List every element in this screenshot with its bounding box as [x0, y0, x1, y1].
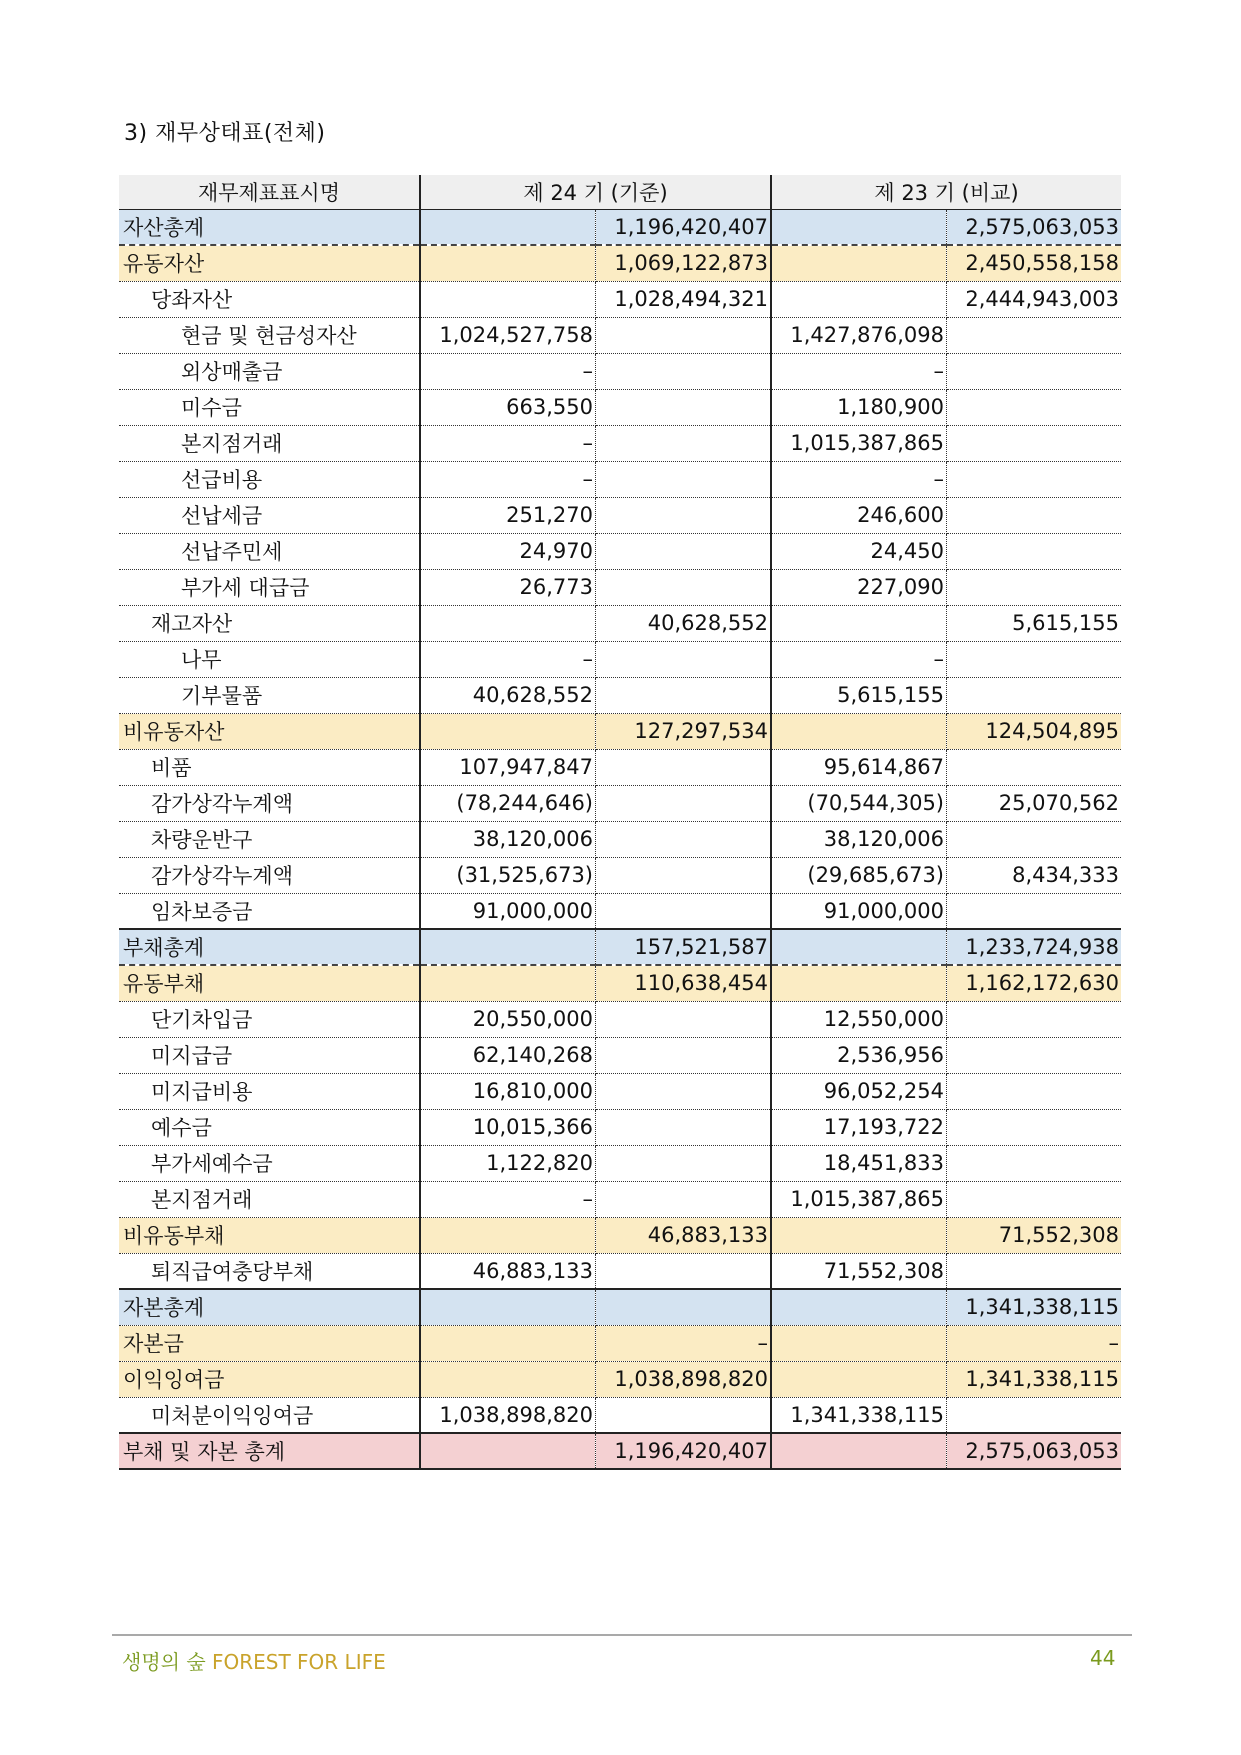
section-title: 3) 재무상태표(전체) [124, 121, 326, 146]
current-subtotal-cell: 1,038,898,820 [596, 1361, 772, 1397]
table-row [119, 1001, 1121, 1037]
table-row [119, 1217, 1121, 1253]
current-subtotal-cell [596, 821, 772, 857]
table-body [119, 209, 1121, 1469]
current-subtotal-cell [596, 785, 772, 821]
account-name-cell: 본지점거래 [119, 425, 420, 461]
current-subtotal-cell [596, 1253, 772, 1289]
prior-detail-cell [771, 1325, 947, 1361]
current-detail-cell: – [420, 425, 596, 461]
prior-detail-cell [771, 209, 947, 245]
current-detail-cell [420, 209, 596, 245]
current-detail-cell: – [420, 641, 596, 677]
current-subtotal-cell [596, 1181, 772, 1217]
prior-subtotal-cell: 1,233,724,938 [947, 929, 1122, 965]
page-number: 44 [1090, 1646, 1116, 1670]
table-row [119, 245, 1121, 281]
table-row [119, 317, 1121, 353]
prior-subtotal-cell: 2,575,063,053 [947, 1433, 1122, 1469]
table-row [119, 605, 1121, 641]
table-row [119, 857, 1121, 893]
current-detail-cell: 20,550,000 [420, 1001, 596, 1037]
current-subtotal-cell [596, 425, 772, 461]
current-subtotal-cell [596, 389, 772, 425]
prior-detail-cell: 96,052,254 [771, 1073, 947, 1109]
current-subtotal-cell [596, 1289, 772, 1325]
table-row [119, 281, 1121, 317]
prior-subtotal-cell: 71,552,308 [947, 1217, 1122, 1253]
table-row [119, 749, 1121, 785]
current-detail-cell [420, 1433, 596, 1469]
current-subtotal-cell [596, 353, 772, 389]
prior-subtotal-cell [947, 893, 1122, 929]
account-name-cell: 자본총계 [119, 1289, 420, 1325]
table-row [119, 1325, 1121, 1361]
prior-detail-cell [771, 281, 947, 317]
prior-subtotal-cell [947, 1037, 1122, 1073]
prior-detail-cell: 1,180,900 [771, 389, 947, 425]
current-detail-cell: 40,628,552 [420, 677, 596, 713]
current-subtotal-cell [596, 1001, 772, 1037]
table-row [119, 533, 1121, 569]
current-subtotal-cell [596, 569, 772, 605]
current-detail-cell: (78,244,646) [420, 785, 596, 821]
account-name-cell: 부채 및 자본 총계 [119, 1433, 420, 1469]
table-row [119, 713, 1121, 749]
table-row [119, 389, 1121, 425]
current-detail-cell: – [420, 353, 596, 389]
current-detail-cell [420, 1217, 596, 1253]
current-subtotal-cell [596, 1397, 772, 1433]
table-row [119, 569, 1121, 605]
account-name-cell: 감가상각누계액 [119, 785, 420, 821]
current-detail-cell [420, 1361, 596, 1397]
prior-detail-cell: – [771, 461, 947, 497]
account-name-cell: 자본금 [119, 1325, 420, 1361]
prior-subtotal-cell [947, 353, 1122, 389]
table-row [119, 353, 1121, 389]
prior-subtotal-cell [947, 569, 1122, 605]
current-detail-cell: 38,120,006 [420, 821, 596, 857]
prior-detail-cell [771, 1217, 947, 1253]
prior-detail-cell: (70,544,305) [771, 785, 947, 821]
account-name-cell: 재고자산 [119, 605, 420, 641]
account-name-cell: 자산총계 [119, 209, 420, 245]
prior-detail-cell [771, 1433, 947, 1469]
prior-detail-cell: 95,614,867 [771, 749, 947, 785]
table-row [119, 893, 1121, 929]
prior-subtotal-cell [947, 317, 1122, 353]
prior-subtotal-cell [947, 641, 1122, 677]
current-subtotal-cell: 40,628,552 [596, 605, 772, 641]
current-detail-cell: 91,000,000 [420, 893, 596, 929]
account-name-cell: 감가상각누계액 [119, 857, 420, 893]
table-row [119, 1361, 1121, 1397]
prior-detail-cell [771, 713, 947, 749]
prior-detail-cell [771, 1289, 947, 1325]
account-name-cell: 선납세금 [119, 497, 420, 533]
table-row [119, 1253, 1121, 1289]
table-row [119, 497, 1121, 533]
current-detail-cell [420, 965, 596, 1001]
account-name-cell: 미지급비용 [119, 1073, 420, 1109]
table-row [119, 965, 1121, 1001]
current-subtotal-cell [596, 317, 772, 353]
account-name-cell: 퇴직급여충당부채 [119, 1253, 420, 1289]
account-name-cell: 임차보증금 [119, 893, 420, 929]
account-name-cell: 부채총계 [119, 929, 420, 965]
current-subtotal-cell [596, 1145, 772, 1181]
header-account-name: 재무제표표시명 [119, 175, 420, 209]
current-subtotal-cell: 127,297,534 [596, 713, 772, 749]
prior-subtotal-cell [947, 1181, 1122, 1217]
prior-subtotal-cell [947, 749, 1122, 785]
prior-subtotal-cell [947, 533, 1122, 569]
current-subtotal-cell: 46,883,133 [596, 1217, 772, 1253]
current-subtotal-cell [596, 533, 772, 569]
prior-subtotal-cell [947, 821, 1122, 857]
account-name-cell: 당좌자산 [119, 281, 420, 317]
account-name-cell: 예수금 [119, 1109, 420, 1145]
current-detail-cell [420, 245, 596, 281]
table-row [119, 821, 1121, 857]
prior-detail-cell: 2,536,956 [771, 1037, 947, 1073]
current-subtotal-cell: 1,196,420,407 [596, 1433, 772, 1469]
prior-subtotal-cell [947, 425, 1122, 461]
table-row [119, 1397, 1121, 1433]
current-detail-cell: 107,947,847 [420, 749, 596, 785]
current-detail-cell: 24,970 [420, 533, 596, 569]
prior-subtotal-cell [947, 1073, 1122, 1109]
current-detail-cell [420, 281, 596, 317]
prior-subtotal-cell: 5,615,155 [947, 605, 1122, 641]
table-row [119, 1433, 1121, 1469]
prior-detail-cell [771, 965, 947, 1001]
prior-detail-cell: 17,193,722 [771, 1109, 947, 1145]
current-subtotal-cell [596, 893, 772, 929]
current-subtotal-cell [596, 641, 772, 677]
prior-subtotal-cell [947, 497, 1122, 533]
current-detail-cell: 26,773 [420, 569, 596, 605]
prior-subtotal-cell: 1,162,172,630 [947, 965, 1122, 1001]
prior-subtotal-cell: 2,450,558,158 [947, 245, 1122, 281]
table-row [119, 1289, 1121, 1325]
table-row [119, 1109, 1121, 1145]
prior-detail-cell: 1,015,387,865 [771, 1181, 947, 1217]
account-name-cell: 유동부채 [119, 965, 420, 1001]
account-name-cell: 외상매출금 [119, 353, 420, 389]
account-name-cell: 이익잉여금 [119, 1361, 420, 1397]
prior-subtotal-cell [947, 461, 1122, 497]
account-name-cell: 현금 및 현금성자산 [119, 317, 420, 353]
current-subtotal-cell [596, 857, 772, 893]
account-name-cell: 기부물품 [119, 677, 420, 713]
account-name-cell: 선급비용 [119, 461, 420, 497]
footer-divider [112, 1634, 1132, 1636]
table-row [119, 677, 1121, 713]
prior-detail-cell: 246,600 [771, 497, 947, 533]
current-detail-cell: – [420, 1181, 596, 1217]
current-detail-cell: 1,038,898,820 [420, 1397, 596, 1433]
current-subtotal-cell: 1,069,122,873 [596, 245, 772, 281]
current-detail-cell [420, 929, 596, 965]
current-subtotal-cell [596, 677, 772, 713]
prior-detail-cell [771, 1361, 947, 1397]
table-row [119, 785, 1121, 821]
prior-detail-cell [771, 605, 947, 641]
header-current-period: 제 24 기 (기준) [420, 175, 771, 209]
prior-detail-cell: – [771, 641, 947, 677]
header-prior-period: 제 23 기 (비교) [771, 175, 1121, 209]
prior-subtotal-cell: 1,341,338,115 [947, 1361, 1122, 1397]
current-detail-cell: (31,525,673) [420, 857, 596, 893]
current-subtotal-cell: 1,196,420,407 [596, 209, 772, 245]
current-detail-cell [420, 1289, 596, 1325]
prior-subtotal-cell: – [947, 1325, 1122, 1361]
prior-subtotal-cell [947, 389, 1122, 425]
prior-subtotal-cell [947, 677, 1122, 713]
prior-subtotal-cell [947, 1001, 1122, 1037]
prior-subtotal-cell: 2,444,943,003 [947, 281, 1122, 317]
prior-detail-cell: 18,451,833 [771, 1145, 947, 1181]
current-subtotal-cell: 110,638,454 [596, 965, 772, 1001]
account-name-cell: 비품 [119, 749, 420, 785]
account-name-cell: 부가세 대급금 [119, 569, 420, 605]
current-subtotal-cell [596, 749, 772, 785]
table-header-row [119, 175, 1121, 209]
table-row [119, 929, 1121, 965]
current-detail-cell: 16,810,000 [420, 1073, 596, 1109]
prior-subtotal-cell [947, 1145, 1122, 1181]
prior-detail-cell [771, 245, 947, 281]
prior-detail-cell [771, 929, 947, 965]
table-row [119, 641, 1121, 677]
prior-subtotal-cell: 8,434,333 [947, 857, 1122, 893]
table-row [119, 1145, 1121, 1181]
current-subtotal-cell: – [596, 1325, 772, 1361]
current-subtotal-cell [596, 461, 772, 497]
current-detail-cell: – [420, 461, 596, 497]
prior-detail-cell: 1,341,338,115 [771, 1397, 947, 1433]
account-name-cell: 유동자산 [119, 245, 420, 281]
balance-sheet-table [119, 175, 1121, 1470]
current-subtotal-cell: 157,521,587 [596, 929, 772, 965]
account-name-cell: 비유동부채 [119, 1217, 420, 1253]
account-name-cell: 미지급금 [119, 1037, 420, 1073]
prior-subtotal-cell: 25,070,562 [947, 785, 1122, 821]
table-row [119, 425, 1121, 461]
footer-org-korean: 생명의 숲 [122, 1650, 206, 1674]
prior-detail-cell: 227,090 [771, 569, 947, 605]
current-detail-cell: 663,550 [420, 389, 596, 425]
current-detail-cell [420, 1325, 596, 1361]
current-detail-cell: 1,024,527,758 [420, 317, 596, 353]
account-name-cell: 나무 [119, 641, 420, 677]
prior-detail-cell: 91,000,000 [771, 893, 947, 929]
current-subtotal-cell [596, 1073, 772, 1109]
current-detail-cell: 10,015,366 [420, 1109, 596, 1145]
table-row [119, 209, 1121, 245]
current-subtotal-cell [596, 497, 772, 533]
prior-subtotal-cell [947, 1397, 1122, 1433]
prior-detail-cell: – [771, 353, 947, 389]
prior-subtotal-cell: 124,504,895 [947, 713, 1122, 749]
account-name-cell: 단기차입금 [119, 1001, 420, 1037]
current-subtotal-cell [596, 1109, 772, 1145]
prior-detail-cell: 1,015,387,865 [771, 425, 947, 461]
table-row [119, 1037, 1121, 1073]
prior-detail-cell: 5,615,155 [771, 677, 947, 713]
table-row [119, 1073, 1121, 1109]
account-name-cell: 미처분이익잉여금 [119, 1397, 420, 1433]
current-subtotal-cell [596, 1037, 772, 1073]
current-detail-cell: 62,140,268 [420, 1037, 596, 1073]
prior-detail-cell: (29,685,673) [771, 857, 947, 893]
prior-detail-cell: 71,552,308 [771, 1253, 947, 1289]
account-name-cell: 비유동자산 [119, 713, 420, 749]
table-row [119, 461, 1121, 497]
footer-organization [122, 1646, 386, 1675]
account-name-cell: 본지점거래 [119, 1181, 420, 1217]
account-name-cell: 미수금 [119, 389, 420, 425]
account-name-cell: 차량운반구 [119, 821, 420, 857]
prior-subtotal-cell [947, 1253, 1122, 1289]
current-subtotal-cell: 1,028,494,321 [596, 281, 772, 317]
current-detail-cell [420, 605, 596, 641]
footer-org-english: FOREST FOR LIFE [212, 1650, 386, 1674]
table-row [119, 1181, 1121, 1217]
current-detail-cell [420, 713, 596, 749]
account-name-cell: 선납주민세 [119, 533, 420, 569]
prior-detail-cell: 38,120,006 [771, 821, 947, 857]
prior-detail-cell: 12,550,000 [771, 1001, 947, 1037]
current-detail-cell: 46,883,133 [420, 1253, 596, 1289]
prior-detail-cell: 24,450 [771, 533, 947, 569]
prior-detail-cell: 1,427,876,098 [771, 317, 947, 353]
current-detail-cell: 251,270 [420, 497, 596, 533]
prior-subtotal-cell [947, 1109, 1122, 1145]
current-detail-cell: 1,122,820 [420, 1145, 596, 1181]
account-name-cell: 부가세예수금 [119, 1145, 420, 1181]
prior-subtotal-cell: 1,341,338,115 [947, 1289, 1122, 1325]
prior-subtotal-cell: 2,575,063,053 [947, 209, 1122, 245]
